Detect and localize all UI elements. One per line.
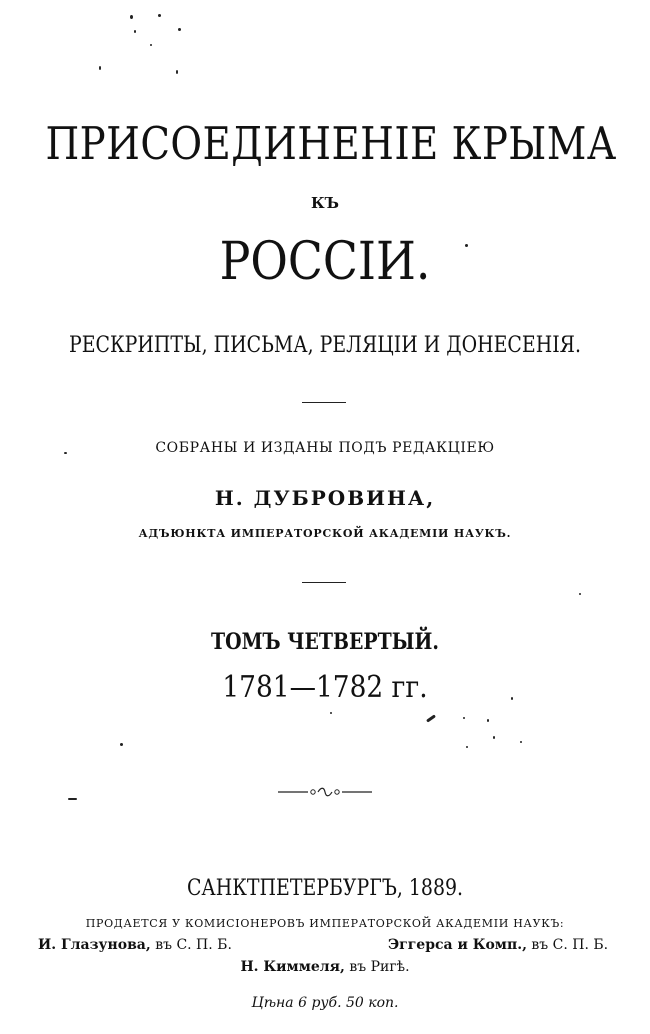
title-line-2: РОССІИ. (219, 232, 431, 292)
divider-rule (302, 402, 346, 403)
print-speck (463, 717, 465, 719)
print-speck (134, 30, 136, 33)
sold-by-line: ПРОДАЕТСЯ У КОМИСІОНЕРОВЪ ИМПЕРАТОРСКОЙ АКАДЕМІИ НАУКЪ: (85, 917, 565, 930)
seller-name: И. Глазунова, (38, 937, 151, 953)
title-line-1: ПРИСОЕДИНЕНІЕ КРЫМА (45, 117, 617, 170)
print-speck (493, 736, 495, 739)
seller-place: въ Ригѣ. (344, 959, 410, 975)
volume-label: ТОМЪ ЧЕТВЕРТЫЙ. (211, 629, 439, 655)
ornament-divider (278, 786, 372, 798)
print-speck (178, 28, 181, 31)
title-connector: КЪ (311, 194, 339, 212)
seller-name: Эггерса и Комп., (388, 937, 527, 953)
editor-name: Н. ДУБРОВИНА, (214, 486, 436, 510)
print-speck (150, 44, 152, 46)
print-speck (330, 712, 332, 714)
seller-place: въ С. П. Б. (526, 937, 609, 953)
print-speck (487, 719, 489, 722)
seller-eggers (388, 937, 608, 953)
print-speck (130, 15, 133, 19)
seller-kimmel (0, 959, 650, 975)
print-speck (176, 70, 178, 74)
city-year: САНКТПЕТЕРБУРГЪ, 1889. (186, 876, 464, 901)
print-speck (579, 593, 581, 595)
print-speck (68, 798, 77, 800)
print-speck (520, 741, 522, 743)
seller-name: Н. Киммеля, (240, 959, 345, 975)
editor-intro: СОБРАНЫ И ИЗДАНЫ ПОДЪ РЕДАКЦІЕЮ (155, 440, 495, 456)
print-speck (120, 743, 123, 746)
print-speck (426, 714, 436, 722)
volume-years: 1781—1782 гг. (222, 670, 428, 705)
subtitle: РЕСКРИПТЫ, ПИСЬМА, РЕЛЯЦІИ И ДОНЕСЕНІЯ. (69, 333, 581, 358)
editor-position: АДЪЮНКТА ИМПЕРАТОРСКОЙ АКАДЕМІИ НАУКЪ. (138, 527, 512, 540)
price: Цѣна 6 руб. 50 коп. (251, 995, 399, 1011)
divider-rule (302, 582, 346, 583)
print-speck (158, 14, 161, 17)
seller-place: въ С. П. Б. (150, 937, 232, 953)
seller-glazunov (38, 937, 232, 953)
print-speck (466, 746, 468, 748)
print-speck (99, 66, 101, 70)
